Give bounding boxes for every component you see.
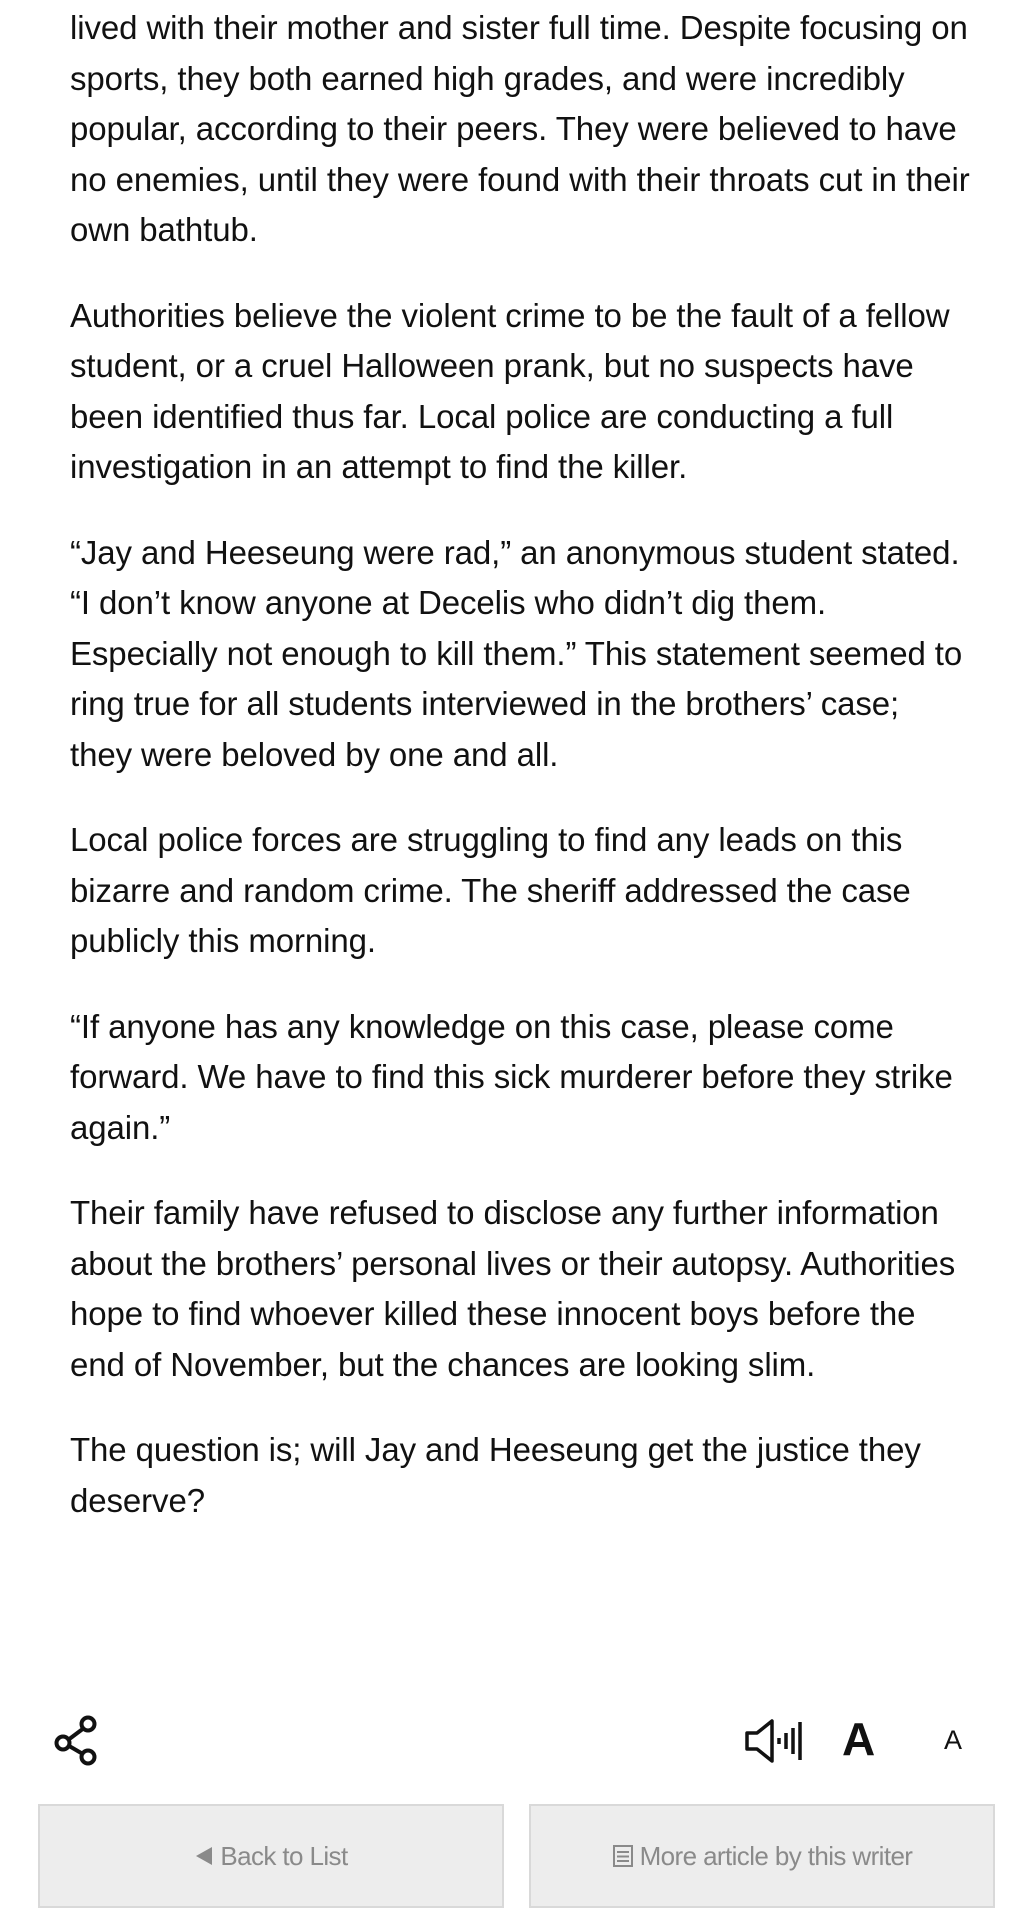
article-paragraph: Authorities believe the violent crime to be the fault of a fellow student, or a cruel Halloween prank, but no suspects have been identified thus far. Local police are conducting a full investigation in an attempt to find the killer. [70, 296, 950, 485]
article-paragraph: Their family have refused to disclose any further information about the brothers’ personal lives or their autopsy. Authorities hope to find whoever killed these innocent boys before the end of November, but the chances are looking slim. [70, 1194, 956, 1383]
share-icon[interactable] [52, 1714, 102, 1766]
list-icon [612, 1844, 634, 1868]
article-body [70, 0, 970, 1561]
more-articles-label: More article by this writer [639, 1840, 913, 1871]
article-toolbar [0, 1700, 1033, 1780]
article-paragraph: “Jay and Heeseung were rad,” an anonymous student stated. “I don’t know anyone at Decelis who didn’t dig them. Especially not enough to kill them.” This statement seemed to ring true for all students interviewed in the brothers’ case; they were beloved by one and all. [70, 533, 963, 773]
article-paragraph: The question is; will Jay and Heeseung get the justice they deserve? [70, 1431, 921, 1519]
font-size-decrease-button[interactable]: A [944, 1725, 963, 1755]
more-articles-button[interactable] [529, 1804, 995, 1908]
speaker-icon[interactable] [744, 1718, 806, 1764]
triangle-left-icon [194, 1845, 214, 1867]
back-to-list-label: Back to List [220, 1840, 348, 1871]
article-paragraph: Local police forces are struggling to find any leads on this bizarre and random crime. The sheriff addressed the case publicly this morning. [70, 821, 911, 959]
article-paragraph: lived with their mother and sister full time. Despite focusing on sports, they both earned high grades, and were incredibly popular, according to their peers. They were believed to have no enemies, until they were found with their throats cut in their own bathtub. [70, 9, 970, 248]
article-paragraph: “If anyone has any knowledge on this case, please come forward. We have to find this sick murderer before they strike again.” [70, 1007, 953, 1146]
back-to-list-button[interactable] [38, 1804, 504, 1908]
font-size-increase-button[interactable]: A [842, 1713, 876, 1765]
